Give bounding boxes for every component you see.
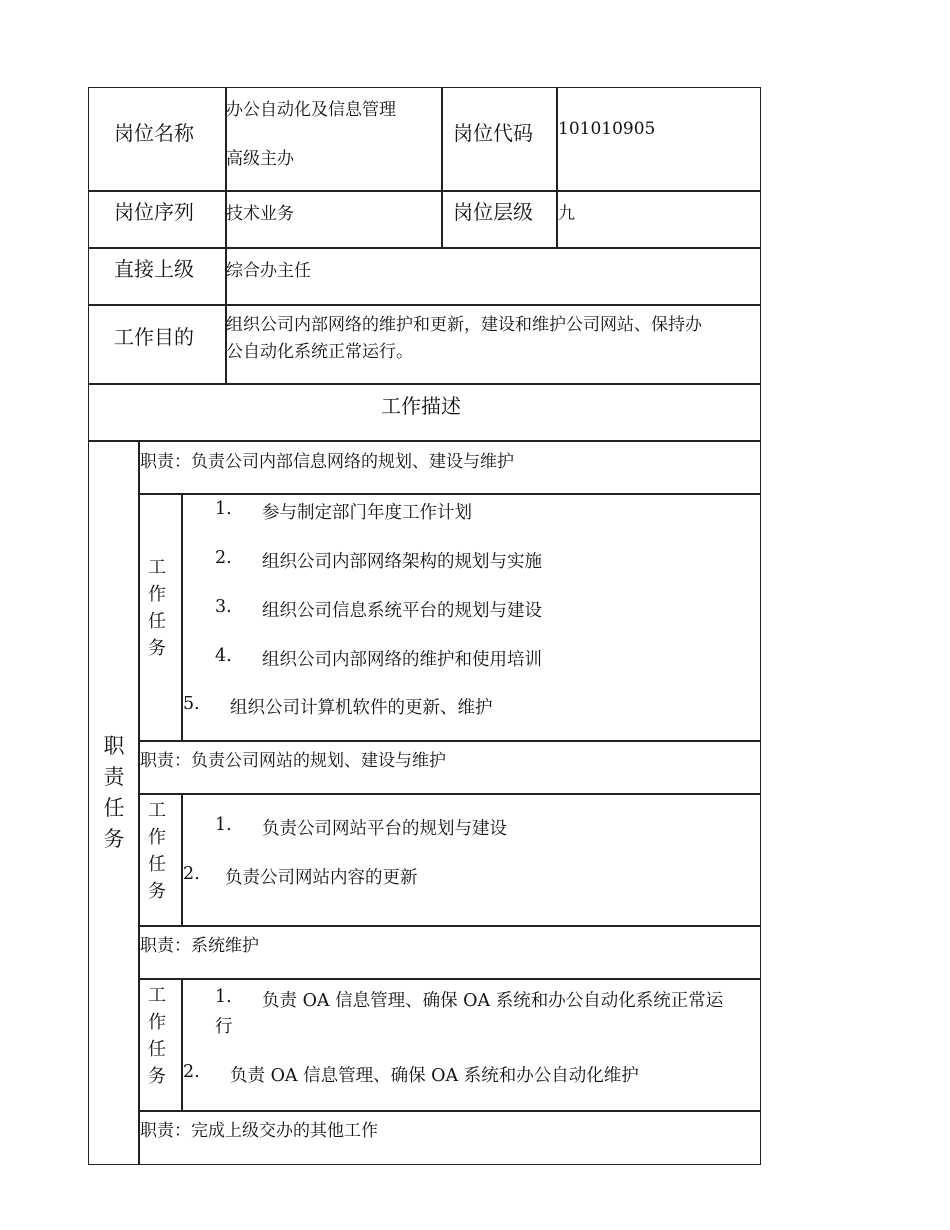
task-number: 3. bbox=[215, 597, 232, 617]
task-number: 2. bbox=[183, 864, 200, 884]
duty-title: 职责：负责公司网站的规划、建设与维护 bbox=[140, 751, 446, 771]
task-text: 负责公司网站平台的规划与建设 bbox=[262, 819, 507, 839]
task-text: 组织公司内部网络的维护和使用培训 bbox=[262, 650, 542, 670]
superior-value: 综合办主任 bbox=[226, 261, 311, 281]
description-title: 工作描述 bbox=[381, 394, 461, 418]
task-label-char: 务 bbox=[148, 881, 166, 902]
task-label-char: 任 bbox=[148, 611, 166, 632]
task-label-char: 工 bbox=[148, 800, 166, 821]
task-text-continued: 行 bbox=[215, 1017, 233, 1037]
duty-title: 职责：系统维护 bbox=[140, 936, 259, 956]
task-number: 1. bbox=[215, 987, 232, 1007]
section-label-char: 任 bbox=[103, 796, 125, 820]
duty-title: 职责：负责公司内部信息网络的规划、建设与维护 bbox=[140, 452, 514, 472]
task-number: 4. bbox=[215, 646, 232, 666]
task-text: 组织公司计算机软件的更新、维护 bbox=[230, 698, 493, 718]
purpose-line1: 组织公司内部网络的维护和更新，建设和维护公司网站、保持办 bbox=[226, 315, 702, 335]
purpose-line2: 公自动化系统正常运行。 bbox=[226, 342, 413, 362]
task-number: 1. bbox=[215, 815, 232, 835]
level-label: 岗位层级 bbox=[453, 200, 533, 224]
task-number: 2. bbox=[215, 548, 232, 568]
task-label-char: 务 bbox=[148, 1066, 166, 1087]
task-number: 1. bbox=[215, 499, 232, 519]
level-value-cell bbox=[556, 190, 761, 249]
section-label-char: 责 bbox=[103, 765, 125, 789]
purpose-label: 工作目的 bbox=[114, 325, 194, 349]
code-value-cell bbox=[556, 87, 761, 192]
code-value: 101010905 bbox=[558, 119, 656, 139]
task-number: 5. bbox=[183, 694, 200, 714]
level-value: 九 bbox=[558, 204, 575, 224]
section-label bbox=[101, 731, 127, 855]
task-label-char: 工 bbox=[148, 985, 166, 1006]
name-value-line1: 办公自动化及信息管理 bbox=[226, 100, 396, 120]
task-text: 负责 OA 信息管理、确保 OA 系统和办公自动化系统正常运 bbox=[262, 991, 724, 1011]
task-text: 负责公司网站内容的更新 bbox=[225, 868, 418, 888]
task-label bbox=[146, 554, 168, 662]
task-text: 负责 OA 信息管理、确保 OA 系统和办公自动化维护 bbox=[230, 1066, 639, 1086]
name-value-line2: 高级主办 bbox=[226, 149, 294, 169]
task-label-char: 任 bbox=[148, 1039, 166, 1060]
task-text: 组织公司内部网络架构的规划与实施 bbox=[262, 552, 542, 572]
task-label-char: 工 bbox=[148, 557, 166, 578]
task-label-char: 作 bbox=[148, 827, 166, 848]
series-value: 技术业务 bbox=[226, 204, 294, 224]
name-label: 岗位名称 bbox=[114, 121, 194, 145]
duty-title: 职责：完成上级交办的其他工作 bbox=[140, 1121, 378, 1141]
task-label-char: 作 bbox=[148, 584, 166, 605]
task-label bbox=[146, 797, 168, 905]
task-text: 组织公司信息系统平台的规划与建设 bbox=[262, 601, 542, 621]
task-number: 2. bbox=[183, 1062, 200, 1082]
superior-label: 直接上级 bbox=[114, 257, 194, 281]
section-label-char: 职 bbox=[103, 734, 125, 758]
task-label-char: 作 bbox=[148, 1012, 166, 1033]
task-label-char: 任 bbox=[148, 854, 166, 875]
code-label: 岗位代码 bbox=[453, 121, 533, 145]
task-label-char: 务 bbox=[148, 638, 166, 659]
series-label: 岗位序列 bbox=[114, 200, 194, 224]
task-label bbox=[146, 982, 168, 1090]
task-text: 参与制定部门年度工作计划 bbox=[262, 503, 472, 523]
task-list-cell bbox=[181, 793, 761, 927]
section-label-char: 务 bbox=[103, 827, 125, 851]
